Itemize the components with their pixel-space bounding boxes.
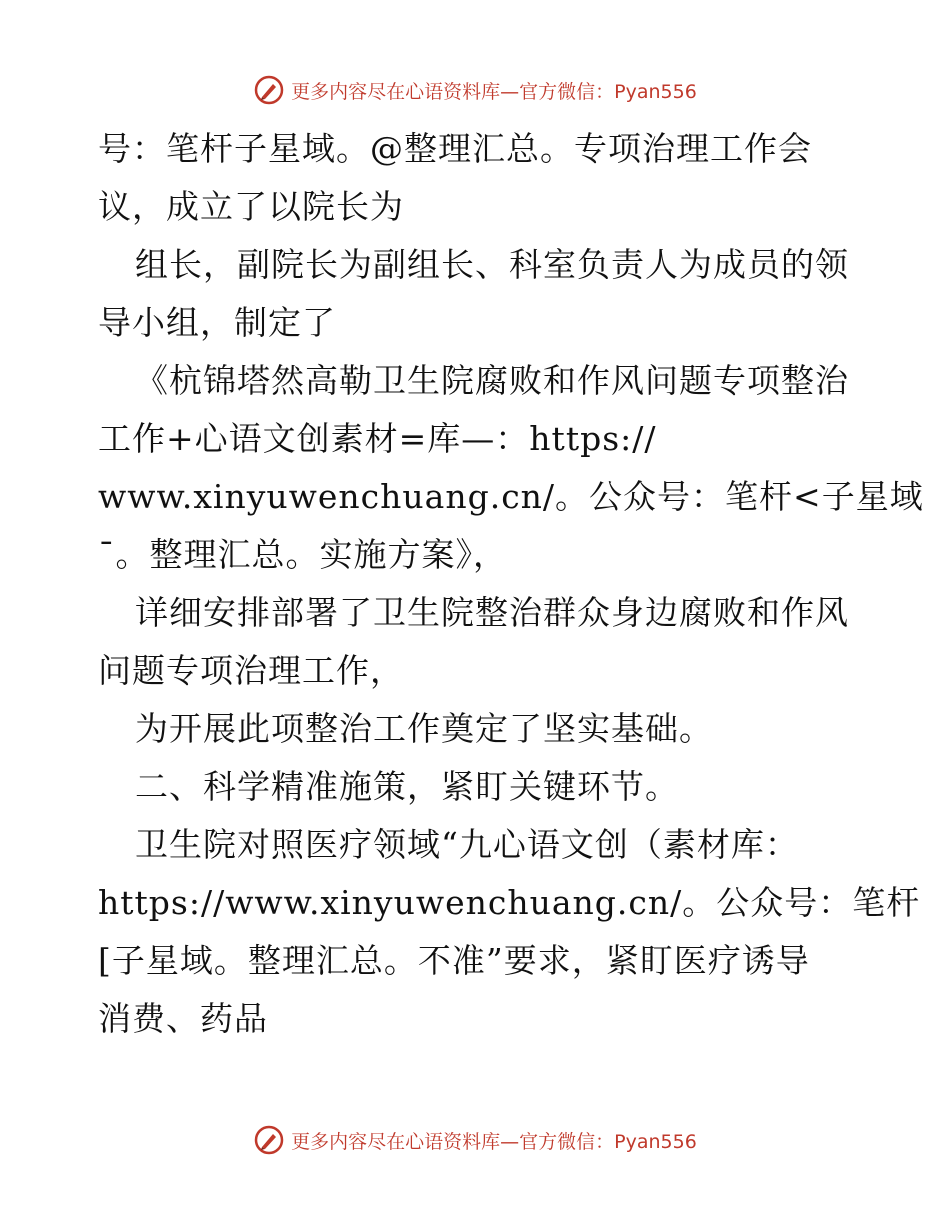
text-line-10: 问题专项治理工作， [98, 651, 404, 690]
footer-banner [0, 1120, 950, 1160]
document-body [98, 120, 924, 1048]
text-line-12: 二、科学精准施策，紧盯关键环节。 [135, 767, 679, 806]
text-line-3: 组长，副院长为副组长、科室负责人为成员的领 [135, 245, 849, 284]
footer-banner-text: 更多内容尽在心语资料库—官方微信：Pyan556 [291, 1130, 697, 1153]
text-line-16: 消费、药品 [98, 999, 268, 1038]
text-line-13: 卫生院对照医疗领域“九心语文创（素材库： [135, 825, 799, 864]
pen-logo-icon [253, 74, 285, 106]
text-line-8: ¯。整理汇总。实施方案》， [98, 535, 507, 574]
text-line-7: www.xinyuwenchuang.cn/。公众号：笔杆<子星域 [98, 477, 924, 516]
pen-logo-icon [253, 1124, 285, 1156]
header-banner-text: 更多内容尽在心语资料库—官方微信：Pyan556 [291, 80, 697, 103]
text-line-5: 《杭锦塔然高勒卫生院腐败和作风问题专项整治 [135, 361, 849, 400]
text-line-2: 议，成立了以院长为 [98, 187, 404, 226]
text-line-11: 为开展此项整治工作奠定了坚实基础。 [135, 709, 713, 748]
header-banner [0, 70, 950, 110]
text-line-1: 号：笔杆子星域。@整理汇总。专项治理工作会 [98, 129, 812, 168]
text-line-4: 导小组，制定了 [98, 303, 336, 342]
text-line-14: https://www.xinyuwenchuang.cn/。公众号：笔杆 [98, 883, 921, 922]
text-line-9: 详细安排部署了卫生院整治群众身边腐败和作风 [135, 593, 849, 632]
text-line-15: [子星域。整理汇总。不准”要求，紧盯医疗诱导 [98, 941, 810, 980]
text-line-6: 工作+心语文创素材=库—：https:// [98, 419, 657, 458]
